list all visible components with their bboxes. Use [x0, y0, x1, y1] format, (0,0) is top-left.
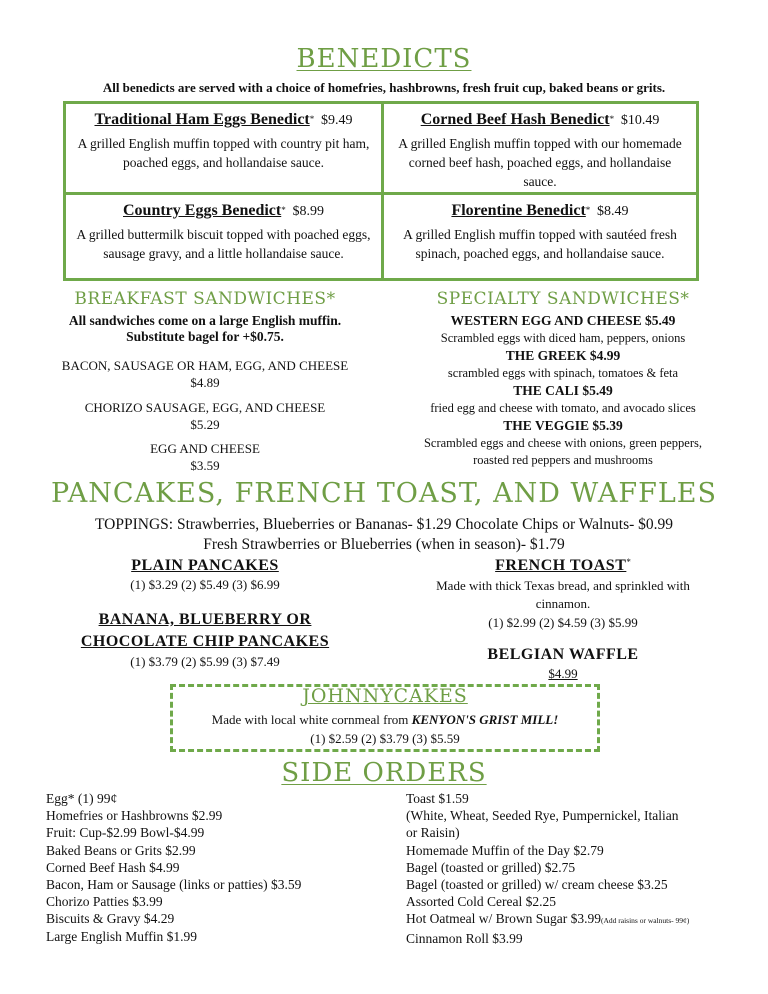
benedict-price: $9.49	[321, 113, 353, 128]
side-item: Bacon, Ham or Sausage (links or patties) $3.59	[46, 877, 302, 893]
side-item: (White, Wheat, Seeded Rye, Pumpernickel, Italian	[406, 808, 679, 824]
specialty-sandwich-name: WESTERN EGG AND CHEESE $5.49	[450, 313, 676, 328]
breakfast-sandwich-item: CHORIZO SAUSAGE, EGG, AND CHEESE $5.29	[84, 400, 326, 432]
specialty-sandwich-name: THE CALI $5.49	[513, 383, 613, 398]
benedict-item-traditional: Traditional Ham Eggs Benedict* $9.49 A grilled English muffin topped with country pit ham, poached eggs, and hollandaise sauce.	[66, 104, 381, 192]
side-item: Bagel (toasted or grilled) w/ cream cheese $3.25	[406, 877, 668, 893]
breakfast-sandwiches-intro: All sandwiches come on a large English muffin. Substitute bagel for +$0.75.	[68, 313, 342, 344]
side-item: Toast $1.59	[406, 791, 469, 806]
benedict-desc: A grilled English muffin topped with sautéed fresh spinach, poached eggs, and hollandaise sauce.	[403, 227, 677, 261]
specialty-sandwich-desc: Scrambled eggs and cheese with onions, green peppers, roasted red peppers and mushrooms	[423, 436, 703, 467]
side-item: or Raisin)	[406, 825, 460, 841]
breakfast-sandwiches-title: BREAKFAST SANDWICHES*	[74, 289, 336, 309]
benedict-price: $8.99	[292, 204, 324, 219]
benedict-name: Corned Beef Hash Benedict	[420, 111, 610, 128]
side-item: Homemade Muffin of the Day $2.79	[406, 842, 604, 858]
benedict-name: Florentine Benedict	[451, 202, 586, 219]
breakfast-sandwich-item: BACON, SAUSAGE OR HAM, EGG, AND CHEESE $4.89	[61, 358, 349, 390]
pancakes-title: PANCAKES, FRENCH TOAST, AND WAFFLES	[51, 478, 717, 509]
benedict-item-country: Country Eggs Benedict* $8.99 A grilled buttermilk biscuit topped with poached eggs, sausage gravy, and a little hollandaise sauce.	[66, 192, 381, 278]
side-item: Baked Beans or Grits $2.99	[46, 842, 196, 858]
specialty-sandwiches-list	[398, 312, 728, 469]
side-item: Assorted Cold Cereal $2.25	[406, 894, 556, 910]
benedict-name: Country Eggs Benedict	[123, 202, 282, 219]
side-orders-title: SIDE ORDERS	[281, 758, 487, 788]
benedicts-grid	[63, 101, 699, 281]
side-item: Large English Muffin $1.99	[46, 928, 197, 944]
side-item: Chorizo Patties $3.99	[46, 894, 163, 910]
specialty-pancakes: BANANA, BLUEBERRY OR CHOCOLATE CHIP PANCAKES (1) $3.79 (2) $5.99 (3) $7.49	[80, 611, 330, 669]
benedict-item-corned-beef: Corned Beef Hash Benedict* $10.49 A grilled English muffin topped with our homemade corned beef hash, poached eggs, and hollandaise sauce.	[381, 104, 696, 192]
specialty-sandwich-desc: fried egg and cheese with tomato, and avocado slices	[430, 401, 696, 415]
specialty-sandwich-desc: scrambled eggs with spinach, tomatoes & feta	[447, 366, 679, 380]
side-item: Fruit: Cup-$2.99 Bowl-$4.99	[46, 825, 205, 841]
side-item: Biscuits & Gravy $4.29	[46, 911, 175, 927]
toppings-text: TOPPINGS: Strawberries, Blueberries or Bananas- $1.29 Chocolate Chips or Walnuts- $0.99 Fresh Strawberries or Blueberries (when in season)- $1.79	[94, 516, 674, 553]
benedict-price: $8.49	[597, 204, 629, 219]
side-item: Hot Oatmeal w/ Brown Sugar $3.99(Add raisins or walnuts- 99¢)	[406, 911, 690, 927]
benedicts-subtitle: All benedicts are served with a choice of homefries, hashbrowns, fresh fruit cup, baked beans or grits.	[102, 80, 666, 95]
side-orders-left	[46, 790, 386, 945]
side-item: Homefries or Hashbrowns $2.99	[46, 808, 223, 824]
johnnycakes-title: JOHNNYCAKES	[302, 685, 468, 707]
benedicts-title: BENEDICTS	[296, 44, 472, 74]
side-item: Corned Beef Hash $4.99	[46, 859, 180, 875]
specialty-sandwich-name: THE GREEK $4.99	[505, 348, 621, 363]
side-item: Egg* (1) 99¢	[46, 791, 118, 806]
side-item: Bagel (toasted or grilled) $2.75	[406, 859, 576, 875]
benedict-desc: A grilled buttermilk biscuit topped with poached eggs, sausage gravy, and a little hollandaise sauce.	[76, 227, 371, 261]
specialty-sandwich-name: THE VEGGIE $5.39	[503, 418, 623, 433]
side-item: Cinnamon Roll $3.99	[406, 930, 523, 946]
breakfast-sandwich-item: EGG AND CHEESE $3.59	[150, 441, 260, 473]
benedict-desc: A grilled English muffin topped with our homemade corned beef hash, poached eggs, and hollandaise sauce.	[398, 136, 682, 189]
johnnycakes-desc: Made with local white cornmeal from KENYON'S GRIST MILL!	[211, 712, 559, 727]
benedict-item-florentine: Florentine Benedict* $8.49 A grilled English muffin topped with sautéed fresh spinach, poached eggs, and hollandaise sauce.	[381, 192, 696, 278]
specialty-sandwiches-title: SPECIALTY SANDWICHES*	[436, 289, 690, 309]
french-toast: FRENCH TOAST* Made with thick Texas bread, and sprinkled with cinnamon. (1) $2.99 (2) $4.59 (3) $5.99	[436, 557, 690, 630]
benedict-price: $10.49	[620, 113, 660, 128]
johnnycakes-prices: (1) $2.59 (2) $3.79 (3) $5.59	[310, 731, 460, 746]
side-orders-right	[406, 790, 746, 947]
plain-pancakes: PLAIN PANCAKES (1) $3.29 (2) $5.49 (3) $6.99	[130, 557, 280, 592]
oatmeal-note: (Add raisins or walnuts- 99¢)	[600, 916, 690, 926]
specialty-sandwich-desc: Scrambled eggs with diced ham, peppers, onions	[440, 331, 686, 345]
benedict-desc: A grilled English muffin topped with country pit ham, poached eggs, and hollandaise sauce.	[77, 136, 370, 170]
benedict-name: Traditional Ham Eggs Benedict	[94, 111, 310, 128]
belgian-waffle: BELGIAN WAFFLE $4.99	[487, 646, 639, 681]
